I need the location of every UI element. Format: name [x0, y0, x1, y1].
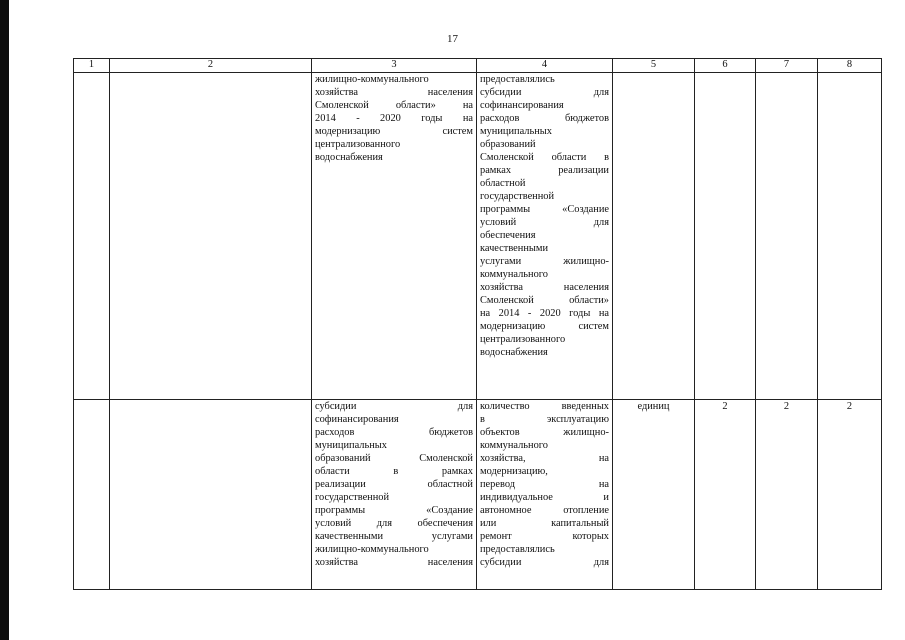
- text-line: хозяйства населения: [315, 557, 473, 568]
- text-line: реализации областной: [315, 479, 473, 490]
- text-line: на 2014 - 2020 годы на: [480, 308, 609, 319]
- text-line: 2014 - 2020 годы на: [315, 113, 473, 124]
- text-line: автономное отопление: [480, 505, 609, 516]
- text-line: государственной: [315, 492, 390, 503]
- scan-dark-edge: [0, 0, 9, 640]
- table-cell: [74, 400, 110, 590]
- table-cell: [110, 73, 312, 400]
- text-line: образований Смоленской: [315, 453, 473, 464]
- text-line: модернизацию,: [480, 466, 548, 477]
- table-cell: [74, 73, 110, 400]
- text-line: коммунального: [480, 269, 549, 280]
- text-line: субсидии для: [480, 557, 609, 568]
- text-line: области в рамках: [315, 466, 473, 477]
- text-line: коммунального: [480, 440, 549, 451]
- text-line: софинансирования: [480, 100, 564, 111]
- text-line: централизованного: [315, 139, 401, 150]
- indicator-name-cell: [312, 400, 477, 590]
- column-number: 6: [695, 59, 756, 73]
- column-number: 8: [818, 59, 882, 73]
- unit-cell: [613, 73, 695, 400]
- text-line: индивидуальное и: [480, 492, 609, 503]
- text-line: обеспечения: [480, 230, 536, 241]
- column-number: 1: [74, 59, 110, 73]
- text-line: хозяйства населения: [315, 87, 473, 98]
- text-line: ремонт которых: [480, 531, 609, 542]
- column-number-row: [74, 59, 882, 73]
- text-line: хозяйства, на: [480, 453, 609, 464]
- text-line: рамках реализации: [480, 165, 609, 176]
- column-number: 7: [756, 59, 818, 73]
- column-number: 2: [110, 59, 312, 73]
- text-line: субсидии для: [480, 87, 609, 98]
- text-line: Смоленской области в: [480, 152, 609, 163]
- text-line: образований: [480, 139, 536, 150]
- value-cell: [818, 73, 882, 400]
- indicator-description-cell: [477, 73, 613, 400]
- text-line: жилищно-коммунального: [315, 544, 429, 555]
- value-cell: 2: [756, 400, 818, 590]
- text-line: программы «Создание: [315, 505, 473, 516]
- table-row: [74, 400, 882, 590]
- column-number: 3: [312, 59, 477, 73]
- text-line: расходов бюджетов: [315, 427, 473, 438]
- text-line: субсидии для: [315, 401, 473, 412]
- text-line: централизованного: [480, 334, 566, 345]
- text-line: водоснабжения: [480, 347, 548, 358]
- text-line: расходов бюджетов: [480, 113, 609, 124]
- value-cell: 2: [818, 400, 882, 590]
- text-line: муниципальных: [315, 440, 387, 451]
- column-number: 4: [477, 59, 613, 73]
- text-line: перевод на: [480, 479, 609, 490]
- table-row: [74, 73, 882, 400]
- text-line: Смоленской области»: [480, 295, 609, 306]
- text-line: условий для обеспечения: [315, 518, 473, 529]
- value-cell: [756, 73, 818, 400]
- unit-cell: единиц: [613, 400, 695, 590]
- text-line: качественными услугами: [315, 531, 473, 542]
- text-line: Смоленской области» на: [315, 100, 473, 111]
- text-line: софинансирования: [315, 414, 399, 425]
- indicator-name-cell: [312, 73, 477, 400]
- text-line: водоснабжения: [315, 152, 383, 163]
- text-line: услугами жилищно-: [480, 256, 609, 267]
- text-line: областной: [480, 178, 526, 189]
- text-line: жилищно-коммунального: [315, 74, 429, 85]
- column-number: 5: [613, 59, 695, 73]
- text-line: объектов жилищно-: [480, 427, 609, 438]
- value-cell: [695, 73, 756, 400]
- text-line: в эксплуатацию: [480, 414, 609, 425]
- indicator-description-cell: [477, 400, 613, 590]
- page-number: 17: [447, 33, 458, 45]
- text-line: модернизацию систем: [315, 126, 473, 137]
- text-line: программы «Создание: [480, 204, 609, 215]
- text-line: или капитальный: [480, 518, 609, 529]
- text-line: государственной: [480, 191, 555, 202]
- text-line: условий для: [480, 217, 609, 228]
- text-line: качественными: [480, 243, 549, 254]
- data-table: [73, 58, 882, 590]
- text-line: предоставлялись: [480, 544, 555, 555]
- value-cell: 2: [695, 400, 756, 590]
- text-line: предоставлялись: [480, 74, 555, 85]
- text-line: модернизацию систем: [480, 321, 609, 332]
- text-line: количество введенных: [480, 401, 609, 412]
- text-line: хозяйства населения: [480, 282, 609, 293]
- table-cell: [110, 400, 312, 590]
- text-line: муниципальных: [480, 126, 552, 137]
